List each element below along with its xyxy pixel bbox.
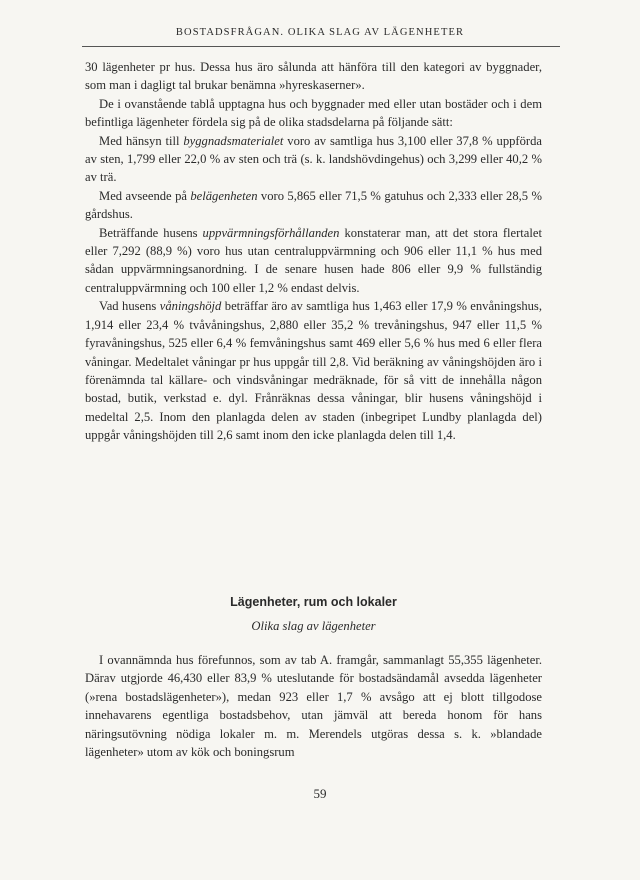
- body-text-section-2: [85, 651, 542, 761]
- paragraph: [85, 132, 542, 187]
- text-run: voro 5,865 eller 71,5 % gatuhus och 2,333 eller 28,5 % gårdshus.: [85, 188, 542, 222]
- emphasis: belägenheten: [190, 188, 258, 203]
- paragraph: [85, 187, 542, 224]
- header-rule: [82, 46, 560, 47]
- page-number: 59: [313, 786, 327, 801]
- paragraph: [85, 297, 542, 444]
- paragraph: [85, 224, 542, 298]
- text-run: Vad husens: [99, 299, 160, 314]
- emphasis: våningshöjd: [159, 299, 222, 314]
- paragraph: De i ovanstående tablå upptagna hus och byggnader med eller utan bostäder och i dem befintliga lägenheter fördela sig på de olika stadsdelarna på följande sätt:: [85, 96, 542, 130]
- text-run: Beträffande husens: [99, 225, 203, 240]
- text-run: beträffar äro av samtliga hus 1,463 eller 17,9 % envåningshus, 1,914 eller 23,4 % tvåvåningshus, 2,880 eller 35,2 % trevåningshus, 947 eller 11,5 % fyravåningshus, 525 eller 6,4 % femvåningshus samt 469 eller 5,6 % hus med 6 eller flera våningar. Medeltalet våningar pr hus uppgår till 2,8. Vid beräkning av våningshöjden äro i förenämnda tal källare- och vindsvåningar medräknade, för så vitt de innehålla någon bostad, butik, verkstad e. dyl. Frånräknas dessa våningar, blir husens våningshöjd i medeltal 2,5. Inom den planlagda delen av staden (inbegripet Lundby planlagda del) uppgår våningshöjden till 2,6 samt inom den icke planlagda delen till 1,4.: [85, 299, 542, 443]
- text-run: Med hänsyn till: [99, 133, 184, 148]
- running-head: BOSTADSFRÅGAN. OLIKA SLAG AV LÄGENHETER: [175, 27, 465, 38]
- body-text-section-1: [85, 58, 542, 445]
- text-run: voro av samtliga hus 3,100 eller 37,8 % uppförda av sten, 1,799 eller 22,0 % av sten och trä (s. k. landshövdingehus) och 3,299 eller 40,2 % av trä.: [85, 133, 542, 185]
- subsection-heading: Olika slag av lägenheter: [251, 619, 376, 633]
- emphasis: byggnadsmaterialet: [183, 133, 284, 148]
- section-heading: Lägenheter, rum och lokaler: [230, 595, 397, 609]
- text-run: konstaterar man, att det stora flertalet eller 7,292 (88,9 %) voro hus utan centraluppvärmning och 906 eller 11,1 % hus med sådan uppvärmningsanordning. I de senare husen hade 806 eller 9,9 % fullständig centraluppvärmning och 100 eller 1,2 % endast delvis.: [85, 225, 542, 295]
- paragraph: 30 lägenheter pr hus. Dessa hus äro sålunda att hänföra till den kategori av byggnader, som man i dagligt tal brukar benämna »hyreskaserner».: [85, 60, 542, 93]
- paragraph: I ovannämnda hus förefunnos, som av tab A. framgår, sammanlagt 55,355 lägenheter. Därav utgjorde 46,430 eller 83,9 % uteslutande för bostadsändamål avsedda lägenheter (»rena bostadslägenheter»), medan 923 eller 1,7 % avsågo att ej blott tillgodose innehavarens egentliga bostadsbehov, utan jämväl att bereda honom för hans näringsutövning nödiga lokaler m. m. Merendels utgöras dessa s. k. »blandade lägenheter» utom av kök och boningsrum: [85, 653, 542, 760]
- text-run: Med avseende på: [99, 188, 191, 203]
- emphasis: uppvärmningsförhållanden: [202, 225, 340, 240]
